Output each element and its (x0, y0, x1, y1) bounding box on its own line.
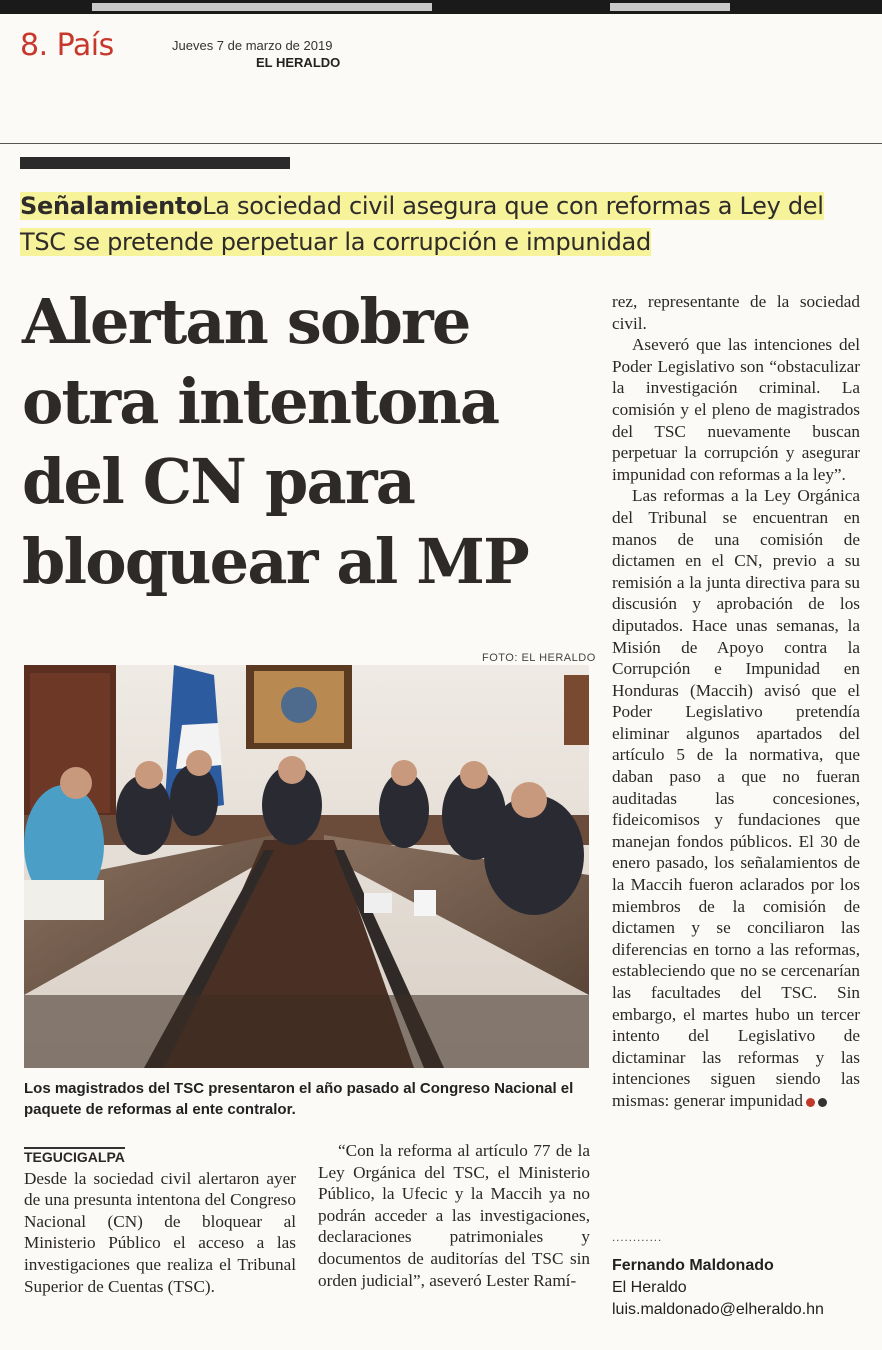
article-paragraph: Aseveró que las intenciones del Poder Legislativo son “obstaculizar la investigación criminal. La comisión y el pleno de magistrados del TSC nuevamente buscan perpetuar la corrupción y asegurar impunidad con reformas a la ley”. (612, 335, 860, 484)
headline (22, 282, 602, 602)
section-label: 8. País (20, 28, 114, 63)
headline-line: bloquear al MP (22, 525, 528, 598)
article-paragraph: Desde la sociedad civil alertaron ayer de una presunta intentona del Congreso Nacional (CN) de bloquear al Ministerio Público el acceso a las investigaciones que realiza el Tribunal Superior de Cuentas (TSC). (24, 1168, 296, 1296)
byline-outlet: El Heraldo (612, 1279, 687, 1296)
newspaper-name: EL HERALDO (256, 55, 341, 70)
photo-caption: Los magistrados del TSC presentaron el año pasado al Congreso Nacional el paquete de reformas al ente contralor. (24, 1080, 574, 1118)
article-paragraph: rez, representante de la sociedad civil. (612, 292, 860, 333)
photo-credit: FOTO: EL HERALDO (482, 652, 596, 664)
header-rule (0, 143, 882, 144)
issue-date: Jueves 7 de marzo de 2019 (172, 38, 333, 53)
kicker-bar (20, 157, 290, 169)
news-photo (24, 665, 589, 1068)
article-column-1 (24, 1146, 296, 1297)
kicker (20, 188, 860, 260)
article-paragraph (612, 485, 860, 1111)
scan-border-gap (610, 3, 730, 11)
headline-line: Alertan sobre (22, 285, 470, 358)
byline-author: Fernando Maldonado (612, 1257, 774, 1274)
article-paragraph-text: Las reformas a la Ley Orgánica del Tribunal se encuentran en manos de una comisión de dictamen en el CN, previo a su remisión a la junta directiva para su discusión y aprobación de los diputados. Hace unas semanas, la Misión de Apoyo contra la Corrupción e Impunidad en Honduras (Maccih) avisó que el Poder Legislativo pretendía eliminar algunos apartados del artículo 5 de la normativa, que daban paso a que no fueran auditadas las concesiones, fideicomisos y fundaciones que manejan fondos públicos. El 30 de enero pasado, los señalamientos de la Maccih fueron aclarados por los miembros de la comisión de dictamen y se conciliaron las diferencias en torno a las reformas, estableciendo que no se cercenarían las facultades del TSC. Sin embargo, el martes hubo un tercer intento del Legislativo de dictaminar las reformas y las intenciones siguen siendo las mismas: generar impunidad (612, 486, 860, 1110)
byline (612, 1255, 824, 1321)
headline-line: otra intentona (22, 365, 499, 438)
headline-line: del CN para (22, 445, 415, 518)
scan-border-gap (92, 3, 432, 11)
end-mark-dark-dot (818, 1098, 827, 1107)
byline-email[interactable]: luis.maldonado@elheraldo.hn (612, 1301, 824, 1318)
kicker-text: La sociedad civil asegura que con reformas a Ley del TSC se pretende perpetuar la corrupción e impunidad (20, 192, 824, 256)
dateline: TEGUCIGALPA (24, 1149, 125, 1165)
article-column-3 (612, 291, 860, 1112)
article-paragraph: “Con la reforma al artículo 77 de la Ley Orgánica del TSC, el Ministerio Público, la Ufecic y la Maccih ya no podrán acceder a las investigaciones, declaraciones patrimoniales y documentos de auditorías del TSC sin orden judicial”, aseveró Lester Ramí- (318, 1141, 590, 1290)
scan-top-border (0, 0, 882, 14)
article-column-2 (318, 1140, 590, 1291)
meeting-photo-illustration (24, 665, 589, 1068)
byline-separator: ............ (612, 1233, 663, 1244)
end-mark-red-dot (806, 1098, 815, 1107)
kicker-label: Señalamiento (20, 192, 203, 220)
